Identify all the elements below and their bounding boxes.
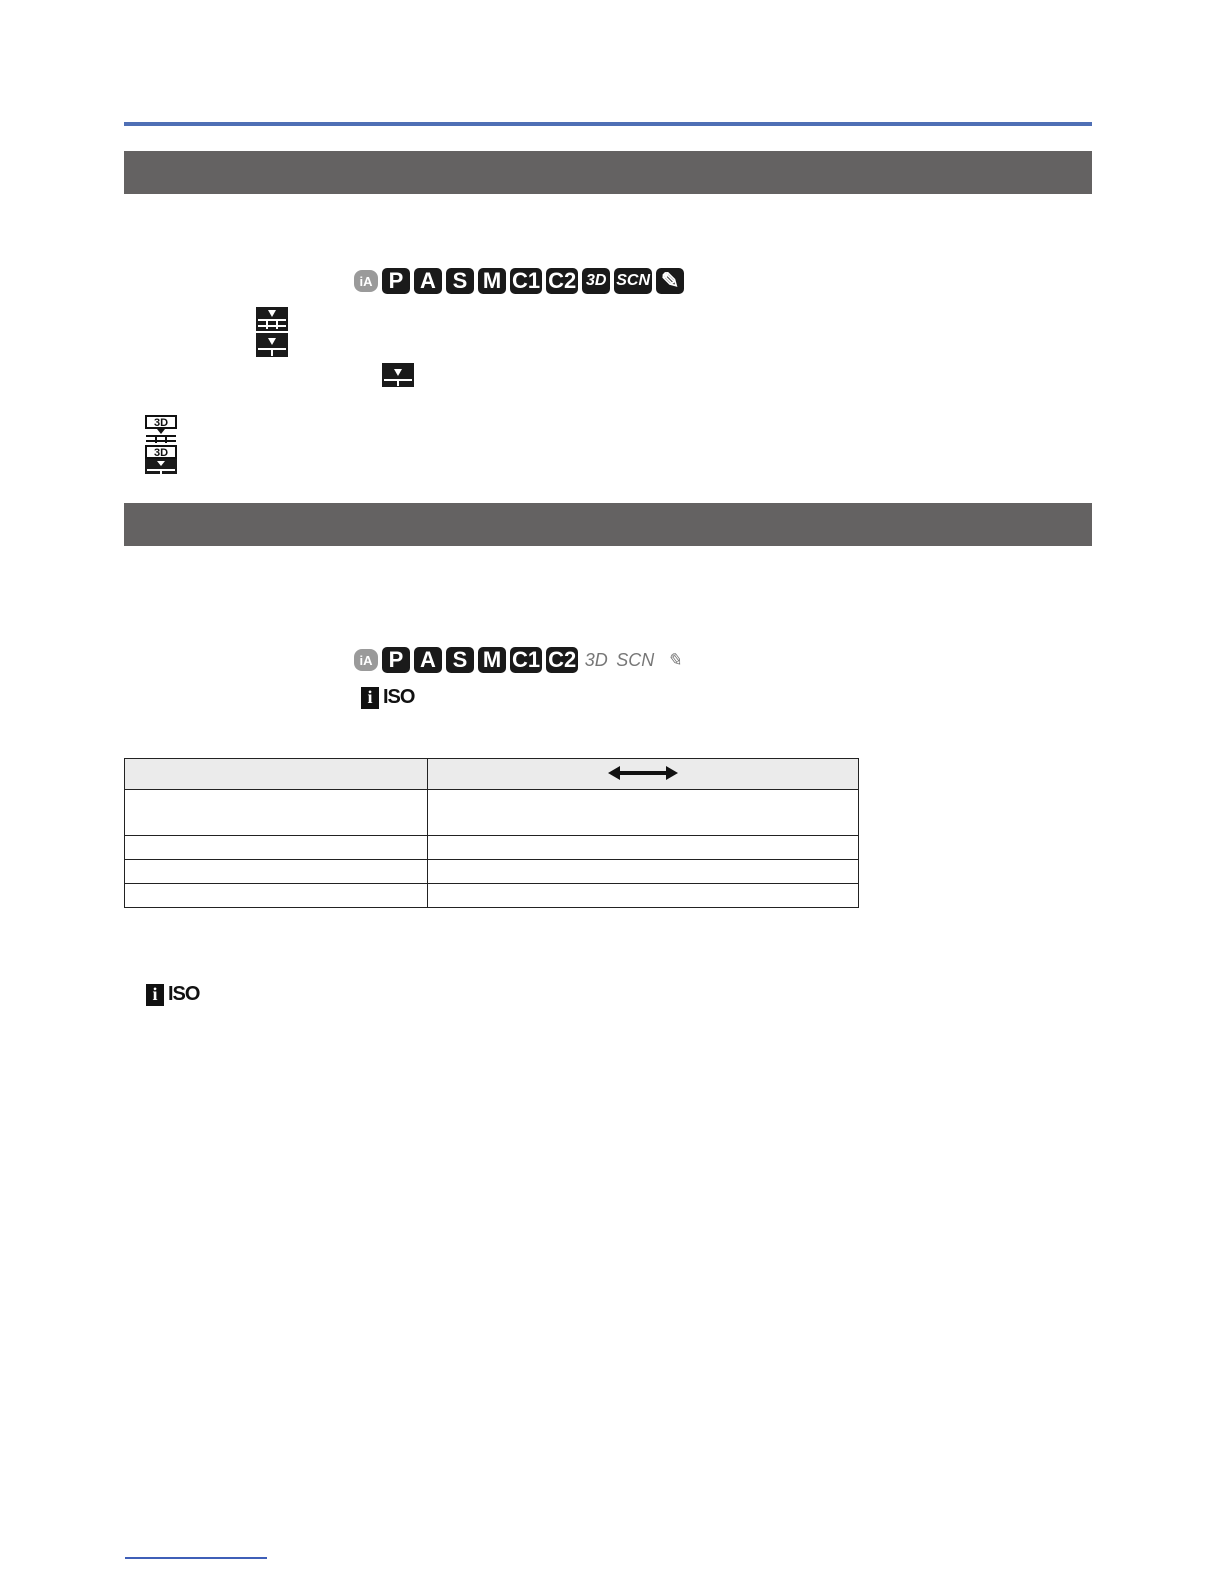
scene-mode-icon: SCN (614, 268, 652, 294)
3d-label: 3D (153, 417, 169, 429)
settings-table (124, 758, 859, 908)
section-bar-1 (124, 151, 1092, 194)
creative-mode-icon: ✎ (656, 268, 684, 294)
mode-icons-row-1 (354, 267, 684, 295)
custom2-mode-icon: C2 (548, 647, 577, 672)
table-row (125, 836, 428, 860)
table-row (428, 860, 859, 884)
iso-label: ISO (383, 686, 415, 708)
program-mode-icon: P (382, 268, 410, 294)
table-header-right (428, 759, 859, 790)
table-row (428, 836, 859, 860)
table-row (428, 790, 859, 836)
info-i-glyph: i (361, 687, 379, 709)
aperture-mode-icon: A (414, 647, 442, 673)
manual-mode-icon: M (478, 268, 506, 294)
shutter-mode-icon: S (446, 647, 474, 673)
3d-mode-icon: 3D (584, 649, 608, 670)
manual-mode-icon: M (478, 647, 506, 673)
double-arrow-icon (608, 763, 678, 783)
3d-burst-lo-icon (145, 445, 177, 480)
burst-lo-icon (382, 363, 414, 392)
creative-mode-icon: ✎ (666, 649, 682, 670)
intelligent-auto-mode-icon: iA (354, 649, 378, 671)
header-rule (124, 122, 1092, 126)
3d-label: 3D (153, 447, 169, 459)
intelligent-iso-icon (146, 983, 199, 1006)
info-i-glyph: i (146, 984, 164, 1006)
mode-icons-row-2 (354, 646, 688, 674)
table-row (125, 884, 428, 908)
intelligent-auto-mode-icon: iA (354, 270, 378, 292)
table-row (125, 790, 428, 836)
table-header-left (125, 759, 428, 790)
table-row (125, 860, 428, 884)
custom2-mode-icon: C2 (548, 268, 577, 293)
burst-hi-icon (256, 307, 288, 336)
scene-mode-icon: SCN (616, 649, 655, 670)
custom1-mode-icon: C1 (512, 647, 541, 672)
table-row (428, 884, 859, 908)
custom1-mode-icon: C1 (512, 268, 541, 293)
3d-burst-hi-icon (145, 415, 177, 448)
shutter-mode-icon: S (446, 268, 474, 294)
intelligent-iso-icon (361, 686, 414, 709)
burst-mid-icon (256, 333, 288, 362)
footer-link-underline[interactable] (125, 1557, 267, 1559)
aperture-mode-icon: A (414, 268, 442, 294)
iso-label: ISO (168, 983, 200, 1005)
3d-mode-icon: 3D (582, 268, 610, 294)
program-mode-icon: P (382, 647, 410, 673)
section-bar-2 (124, 503, 1092, 546)
